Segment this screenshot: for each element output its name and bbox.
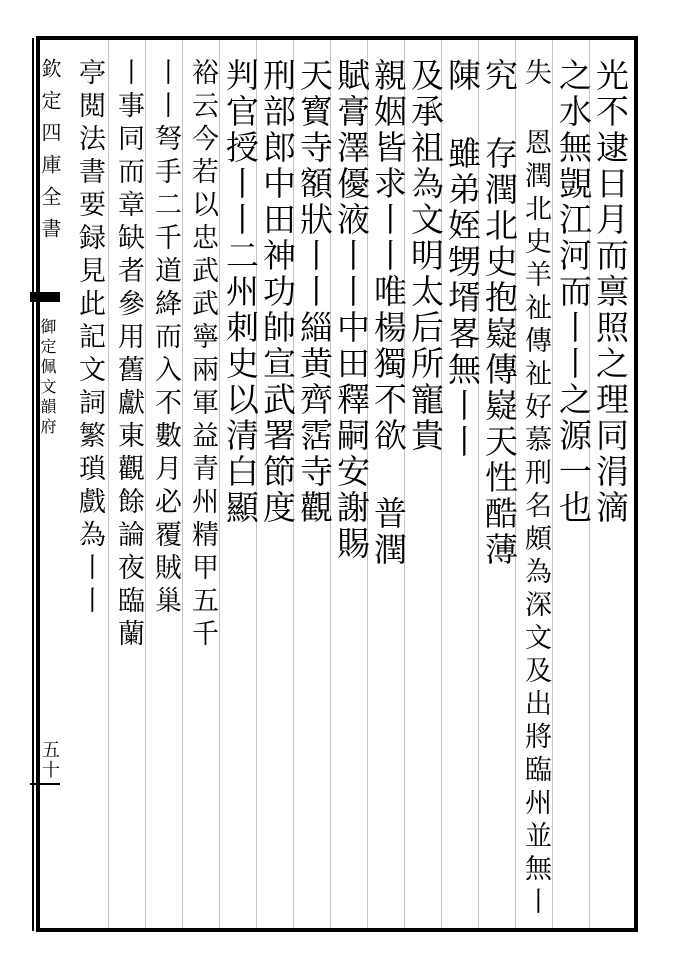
- book-subtitle: 御定佩文韻府: [38, 318, 57, 438]
- column-rule: [219, 40, 220, 928]
- text-column: 失 恩潤北史羊祉傳祉好慕刑名頗為深文及出將臨州並無丨: [520, 58, 551, 920]
- margin-rule: [32, 38, 34, 931]
- text-column: 丨事同而章缺者參用舊獻東觀餘論夜臨蘭: [113, 58, 144, 652]
- text-column: 裕云今若以忠武武寧兩軍益青州精甲五千: [187, 58, 218, 652]
- column-rule: [108, 40, 109, 928]
- text-column: 天寳寺額狀丨丨緇黄齊霑寺觀: [295, 58, 334, 526]
- text-column: 及承祖為文明太后所寵貴: [406, 58, 445, 454]
- text-column: 丨丨弩手二千道絳而入不數月必覆賊巢: [150, 58, 181, 619]
- text-column: 親姻皆求丨丨唯楊獨不欲 普潤: [369, 58, 408, 568]
- column-rule: [145, 40, 146, 928]
- book-title: 欽定四庫全書: [38, 58, 62, 250]
- column-rule: [552, 40, 553, 928]
- column-rule: [182, 40, 183, 928]
- text-column: 之水無覬江河而丨丨之源一也: [554, 58, 593, 526]
- text-column: 陳 雖弟姪甥壻畧無丨丨: [443, 58, 482, 460]
- text-column: 亭閲法書要録見此記文詞繁瑣戲為丨丨: [74, 58, 105, 619]
- text-column: 賦膏澤優液丨丨中田釋嗣安謝賜: [332, 58, 371, 562]
- text-column: 刑部郎中田神功帥宣武署節度: [258, 58, 297, 526]
- text-column: 究 存潤北史抱嶷傳嶷天性酷薄: [480, 58, 519, 568]
- text-column: 光不逮日月而禀照之理同涓滴: [591, 58, 630, 526]
- text-column: 判官授丨丨二州刺史以清白顯: [221, 58, 260, 526]
- margin-band-divider: [30, 292, 60, 302]
- page-number: 五十: [39, 740, 60, 780]
- margin-footer-rule: [30, 783, 60, 785]
